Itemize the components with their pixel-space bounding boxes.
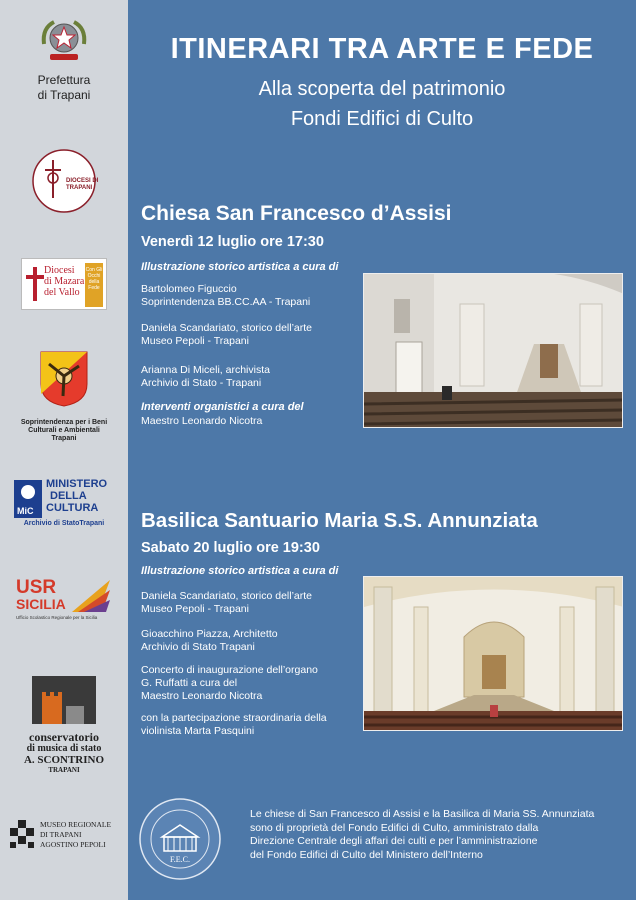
italian-republic-emblem-icon: [38, 14, 90, 64]
museo-line3: AGOSTINO PEPOLI: [40, 840, 106, 849]
conservatorio-logo: [0, 676, 128, 775]
usr-line1: USR: [16, 577, 57, 598]
event2-concert-line1: Concerto di inaugurazione dell’organo: [141, 664, 318, 676]
poster-main: [128, 0, 636, 900]
event2-violinist-line2: violinista Marta Pasquini: [141, 725, 255, 737]
poster-subtitle-1: Alla scoperta del patrimonio: [258, 78, 506, 100]
conservatorio-line3: A. SCONTRINO: [23, 754, 105, 766]
conservatorio-line1: conservatorio: [29, 730, 99, 744]
mazara-line3: del Vallo: [44, 287, 80, 298]
san-francesco-interior-photo: [363, 273, 623, 428]
usr-sub: Ufficio Scolastico Regionale per la Sicilia: [16, 615, 98, 620]
event1-speaker-2-name: Daniela Scandariato, storico dell’arte: [141, 322, 313, 334]
usr-wing-icon: [72, 578, 112, 616]
diocesi-trapani-logo: [0, 148, 128, 219]
event1-speaker-3: [141, 364, 270, 390]
soprintendenza-line2: Culturali e Ambientali: [28, 427, 100, 434]
diocesi-mazara-logo: [0, 258, 128, 310]
mazara-cross-icon: [26, 267, 44, 301]
footer-note: [250, 808, 630, 862]
fec-seal-label: F.E.C.: [169, 855, 191, 864]
church-interior-image: [364, 274, 623, 428]
footer-line-3: Direzione Centrale degli affari dei culti e per l’amministrazione: [250, 835, 538, 847]
event1-organ-name: Maestro Leonardo Nicotra: [141, 415, 263, 427]
event1-title: Chiesa San Francesco d’Assisi: [141, 202, 452, 225]
usr-line2: SICILIA: [16, 596, 66, 612]
event1-speaker-1-name: Bartolomeo Figuccio: [141, 283, 237, 295]
diocesi-trapani-label: DIOCESI DI TRAPANI: [66, 178, 99, 191]
mic-emblem-icon: [14, 480, 42, 518]
event2-speaker-2: [141, 628, 278, 654]
footer-line-4: del Fondo Edifici di Culto del Ministero dell’Interno: [250, 848, 483, 861]
soprintendenza-line1: Soprintendenza per i Beni: [20, 419, 108, 426]
event2-violinist: [141, 712, 327, 738]
poster-subtitle-2: Fondi Edifici di Culto: [290, 108, 474, 130]
event2-speaker-2-org: Archivio di Stato Trapani: [141, 641, 255, 653]
mazara-line2: di Mazara: [44, 276, 85, 287]
event2-concert-line2: G. Ruffatti a cura del: [141, 677, 238, 689]
museo-pepoli-logo: [0, 816, 128, 856]
mazara-badge: Con Gli Occhi della Fede: [85, 263, 103, 307]
svg-text:MiC: MiC: [17, 506, 34, 516]
basilica-interior-image: [364, 577, 623, 731]
usr-sicilia-logo: [0, 578, 128, 624]
footer-line-1: Le chiese di San Francesco di Assisi e la Basilica di Maria SS. Annunziata: [250, 808, 595, 820]
event2-concert-line3: Maestro Leonardo Nicotra: [141, 690, 263, 702]
event1-speaker-3-name: Arianna Di Miceli, archivista: [141, 364, 270, 376]
ministero-sub: Archivio di StatoTrapani: [23, 520, 105, 527]
event2-illustration-label: Illustrazione storico artistica a cura di: [141, 565, 339, 577]
event1-speaker-2-org: Museo Pepoli - Trapani: [141, 335, 249, 347]
conservatorio-tower-icon: [32, 676, 96, 724]
ministero-cultura-logo: [0, 478, 128, 528]
soprintendenza-line3: Trapani: [51, 435, 77, 442]
conservatorio-line2: di musica di stato: [26, 743, 102, 754]
event2-concert: [141, 664, 318, 703]
footer-line-2: sono di proprietà del Fondo Edifici di Culto, amministrato dalla: [250, 821, 539, 834]
museo-checker-icon: [8, 820, 36, 850]
prefettura-logo: [0, 14, 128, 103]
event2-speaker-2-name: Gioacchino Piazza, Architetto: [141, 628, 278, 640]
event2-violinist-line1: con la partecipazione straordinaria della: [141, 712, 327, 724]
soprintendenza-logo: [0, 350, 128, 443]
event1-speaker-1: [141, 283, 310, 309]
event1-date: Venerdì 12 luglio ore 17:30: [141, 234, 324, 250]
event1-illustration-label: Illustrazione storico artistica a cura di: [141, 261, 339, 273]
prefettura-line2: di Trapani: [37, 88, 91, 102]
ministero-line1: MINISTERO: [46, 478, 108, 490]
logo-sidebar: [0, 0, 128, 900]
conservatorio-line4: TRAPANI: [48, 766, 80, 774]
basilica-interior-photo: [363, 576, 623, 731]
event1-speaker-3-org: Archivio di Stato - Trapani: [141, 377, 262, 389]
event2-title: Basilica Santuario Maria S.S. Annunziata: [141, 509, 538, 532]
event1-speaker-1-org: Soprintendenza BB.CC.AA - Trapani: [141, 296, 311, 308]
event1-organ-label: Interventi organistici a cura del: [141, 401, 304, 413]
trinacria-shield-icon: [39, 350, 89, 408]
fec-seal: [138, 797, 222, 886]
fondo-edifici-di-culto-seal-icon: [138, 797, 222, 881]
ministero-line2: DELLA: [50, 490, 87, 502]
museo-line2: DI TRAPANI: [40, 830, 82, 839]
ministero-line3: CULTURA: [46, 502, 99, 514]
event2-speaker-1-org: Museo Pepoli - Trapani: [141, 603, 249, 615]
event1-speaker-2: [141, 322, 312, 348]
poster-title: ITINERARI TRA ARTE E FEDE: [170, 33, 594, 65]
event2-speaker-1-name: Daniela Scandariato, storico dell’arte: [141, 590, 313, 602]
museo-line1: MUSEO REGIONALE: [40, 820, 112, 829]
mazara-line1: Diocesi: [44, 265, 75, 276]
event2-speaker-1: [141, 590, 312, 616]
prefettura-line1: Prefettura: [37, 73, 91, 87]
event2-date: Sabato 20 luglio ore 19:30: [141, 540, 320, 556]
